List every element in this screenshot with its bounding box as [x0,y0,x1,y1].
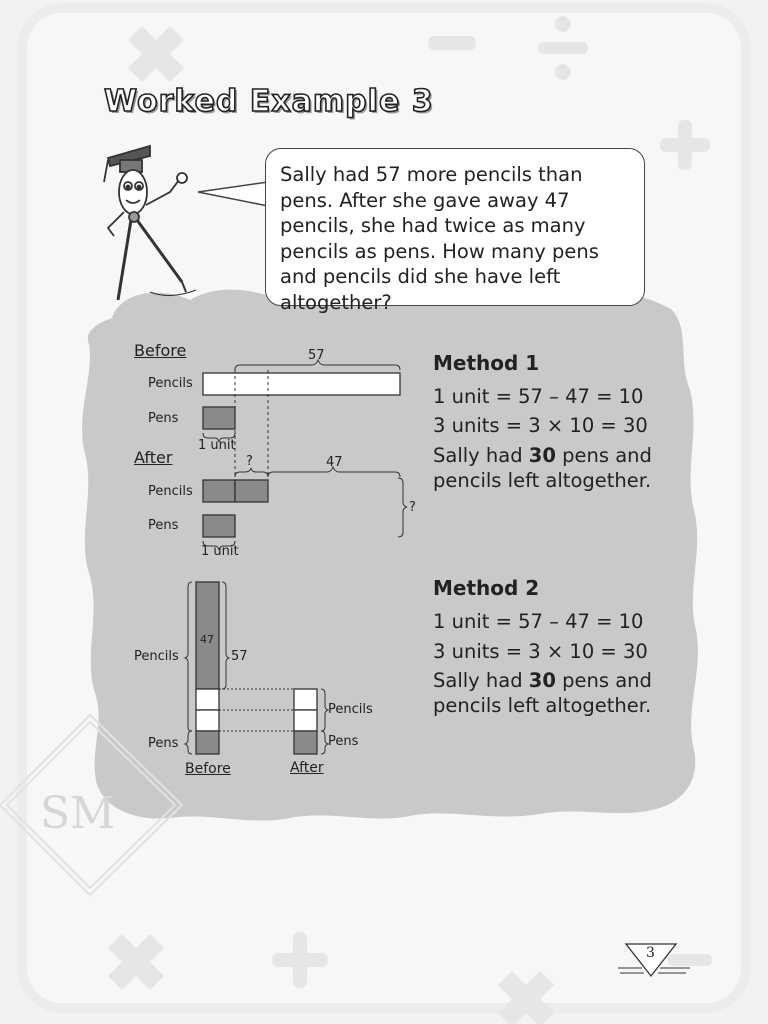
d2-inner-value: 47 [200,633,214,646]
before-label: Before [134,341,187,360]
unit-label: 1 unit [198,438,236,453]
before-pens-bar [203,407,235,429]
before-pencils-bar [203,373,400,395]
d2-pens-label: Pens [148,736,179,751]
after-label: After [134,448,173,467]
d2-before-label: Before [185,761,231,777]
method-1-line-2: 3 units = 3 × 10 = 30 [433,414,648,437]
difference-value: 57 [308,348,325,363]
d2-after-pencils-label: Pencils [328,702,373,717]
method-2-line-3: Sally had 30 pens and [433,669,652,692]
method-2-line-2: 3 units = 3 × 10 = 30 [433,640,648,663]
after-pens-bar [203,515,235,537]
d2-side-value: 57 [231,649,248,664]
after-pens-label: Pens [148,518,179,533]
after-pencils-label: Pencils [148,484,193,499]
method-1-line-1: 1 unit = 57 – 47 = 10 [433,385,644,408]
problem-text: Sally had 57 more pencils than pens. After she gave away 47 pencils, she had twice as many pencils as pens. How many pens and pencils did she have left altogether? [280,163,599,314]
before-pens-label: Pens [148,411,179,426]
method-1-title: Method 1 [433,351,540,375]
after-pencils-unit-2 [235,480,268,502]
after-pencils-unit-1 [203,480,235,502]
method-2-title: Method 2 [433,576,540,600]
page-number: 3 [646,945,655,961]
method-2-line-4: pencils left altogether. [433,694,652,717]
d2-after-label: After [290,760,324,776]
before-pens-segment [196,731,219,754]
total-question-label: ? [409,500,416,515]
gave-away-value: 47 [326,455,343,470]
page-title: Worked Example 3 [104,84,434,119]
after-unit-label: 1 unit [201,544,239,559]
watermark-text: SM [40,788,116,839]
d2-pencils-label: Pencils [134,649,179,664]
method-2-line-1: 1 unit = 57 – 47 = 10 [433,610,644,633]
method-1-line-3: Sally had 30 pens and [433,444,652,467]
method-1-line-4: pencils left altogether. [433,469,652,492]
before-pencils-label: Pencils [148,376,193,391]
unknown-unit-label: ? [246,454,253,469]
after-pens-segment [294,731,317,754]
d2-after-pens-label: Pens [328,734,359,749]
